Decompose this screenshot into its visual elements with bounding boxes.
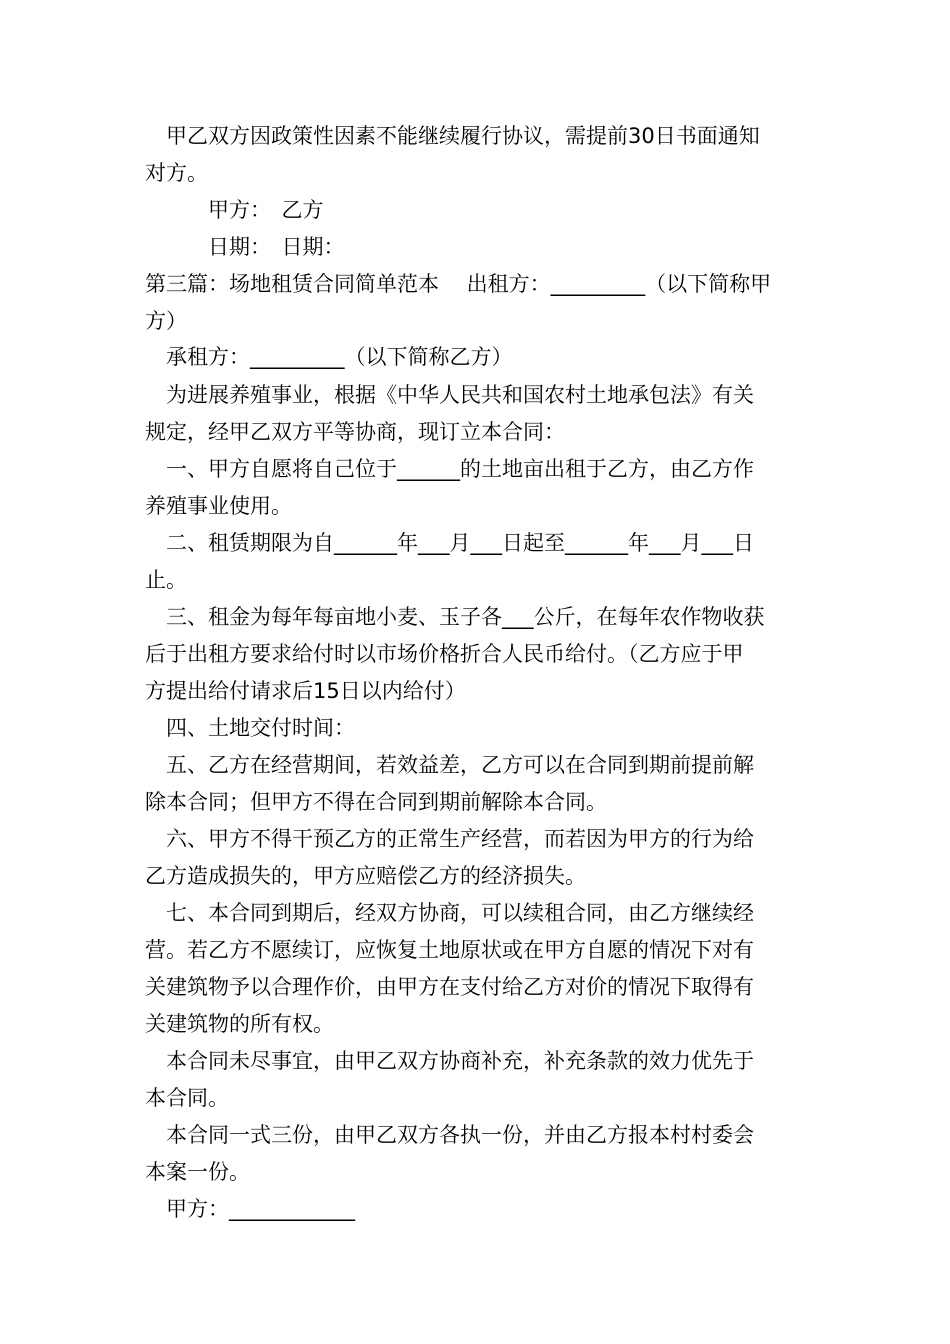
text-line: 后于出租方要求给付时以市场价格折合人民币给付。（乙方应于甲	[145, 642, 744, 666]
text-line: 对方。	[145, 161, 208, 185]
text-line: 关建筑物予以合理作价，由甲方在支付给乙方对价的情况下取得有	[145, 975, 754, 999]
text-line: 关建筑物的所有权。	[145, 1012, 334, 1036]
clause-5: 五、乙方在经营期间，若效益差，乙方可以在合同到期前提前解	[145, 753, 754, 777]
signature-line: 甲方：____________	[145, 1197, 355, 1221]
clause-2: 二、租赁期限为自______年___月___日起至______年___月___日	[145, 531, 754, 555]
text-line: 方提出给付请求后15日以内给付）	[145, 679, 466, 703]
clause-4: 四、土地交付时间：	[145, 716, 355, 740]
text-line: 止。	[145, 568, 187, 592]
section-heading: 第三篇：场地租赁合同简单范本 出租方：_________（以下简称甲	[145, 272, 772, 296]
clause-6: 六、甲方不得干预乙方的正常生产经营，而若因为甲方的行为给	[145, 827, 754, 851]
clause-7: 七、本合同到期后，经双方协商，可以续租合同，由乙方继续经	[145, 901, 754, 925]
text-line: 规定，经甲乙双方平等协商，现订立本合同：	[145, 420, 565, 444]
text-line: 为进展养殖事业，根据《中华人民共和国农村土地承包法》有关	[145, 383, 754, 407]
clause-3: 三、租金为每年每亩地小麦、玉子各___公斤，在每年农作物收获	[145, 605, 765, 629]
text-line: 甲乙双方因政策性因素不能继续履行协议，需提前30日书面通知	[145, 124, 760, 148]
text-line: 本合同未尽事宜，由甲乙双方协商补充，补充条款的效力优先于	[145, 1049, 754, 1073]
text-line: 甲方： 乙方	[145, 198, 324, 222]
text-line: 承租方：_________（以下简称乙方）	[145, 345, 513, 369]
clause-1: 一、甲方自愿将自己位于______的土地亩出租于乙方，由乙方作	[145, 457, 754, 481]
text-line: 方）	[145, 309, 187, 333]
text-line: 本合同。	[145, 1086, 229, 1110]
text-line: 除本合同；但甲方不得在合同到期前解除本合同。	[145, 790, 607, 814]
text-line: 本合同一式三份，由甲乙双方各执一份，并由乙方报本村村委会	[145, 1123, 754, 1147]
text-line: 营。若乙方不愿续订，应恢复土地原状或在甲方自愿的情况下对有	[145, 938, 754, 962]
text-line: 日期： 日期：	[145, 235, 345, 259]
text-line: 乙方造成损失的，甲方应赔偿乙方的经济损失。	[145, 864, 586, 888]
text-line: 养殖事业使用。	[145, 494, 292, 518]
text-line: 本案一份。	[145, 1160, 250, 1184]
